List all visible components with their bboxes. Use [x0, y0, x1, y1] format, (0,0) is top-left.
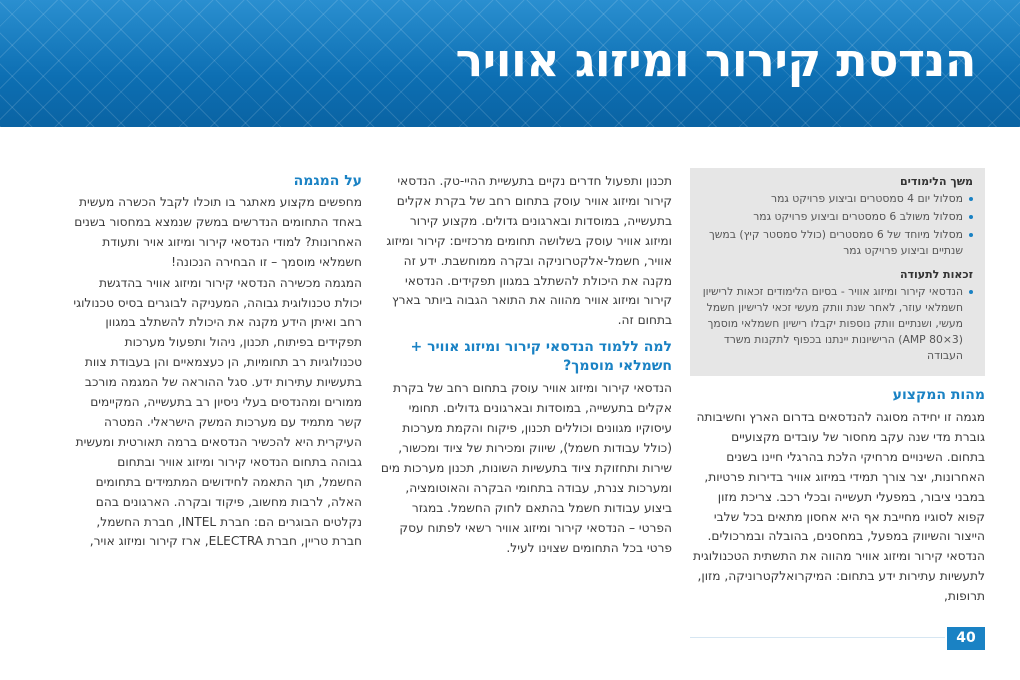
about-heading: על המגמה	[293, 173, 362, 189]
study-info-box	[690, 168, 985, 376]
left-column	[72, 172, 362, 552]
duration-list	[698, 191, 973, 259]
duration-item: מסלול משולב 6 סמסטרים וביצוע פרויקט גמר	[698, 209, 973, 225]
page-number: 40	[947, 627, 985, 650]
middle-column	[380, 172, 672, 558]
duration-item: מסלול מיוחד של 6 סמסטרים (כולל סמסטר קיץ) במשך שנתיים וביצוע פרויקט גמר	[698, 227, 973, 259]
why-study-text: הנדסאי קירור ומיזוג אוויר עוסק בתחום רחב של בקרת אקלים בתעשייה, במוסדות ובארגונים גדולים. תחומי עיסוקיו מגוונים וכוללים תכנון, פיקוח והקמת מערכות (כולל עבודות חשמל), שיווק ומכירות של ציוד ומכשור, שירות ותחזוקת ציוד בתעשיות השונות, תכנון מערכות מים ומערכות צנרת, עבודה בתחומי הבקרה והאוטומציה, ביצוע עבודות חשמל בהתאם לחוק החשמל. במגזר הפרטי – הנדסאי קירור ומיזוג אוויר רשאי לפתוח עסק פרטי בכל התחומים שצוינו לעיל.	[380, 381, 672, 555]
profession-heading: מהות המקצוע	[892, 387, 985, 403]
about-paragraph-1: מחפשים מקצוע מאתגר בו תוכלו לקבל הכשרה מעשית באחד התחומים הנדרשים במשק שנמצא במחסור בשנים האחרונות? למודי הנדסאי קירור ומיזוג אויר ותעודת חשמלאי מוסמך – זו הבחירה הנכונה!	[74, 195, 362, 269]
duration-title: משך הלימודים	[899, 175, 973, 188]
footer-rule	[690, 637, 945, 638]
about-paragraph-2: המגמה מכשירה הנדסאי קירור ומיזוג אוויר בהדגשת יכולת טכנולוגית גבוהה, המעניקה לבוגרים בסיס טכנולוגי רחב ואיתן הידע מקנה את היכולת להשתלב במגוון תפקידים בפיתוח, תכנון, ניהול ותפעול מערכות טכנולוגיות רב תחומיות, הן כעצמאיים והן בעבודת צוות בתעשיות עתירות ידע. סגל ההוראה של המגמה מורכב ממורים ומהנדסים בעלי ניסיון רב בתעשייה, המקיימים קשר מתמיד עם מערכות המשק הישראלי. המטרה העיקרית היא להכשיר הנדסאים ברמה תאורטית ומעשית גבוהה בתחום הנדסאי קירור ומיזוג אוויר ובתחום החשמל, תוך התאמה לחידושים המתמידים בתחומים האלה, לרבות מחשוב, פיקוד ובקרה. הארגונים בהם נקלטים הבוגרים הם: חברת INTEL, חברת החשמל, חברת טריין, חברת ELECTRA, ארז קירור ומיזוג אויר,	[73, 275, 362, 549]
right-column	[690, 168, 985, 607]
duration-item: מסלול יום 4 סמסטרים וביצוע פרויקט גמר	[698, 191, 973, 207]
why-study-heading: למה ללמוד הנדסאי קירור ומיזוג אוויר + חשמלאי מוסמך?	[410, 339, 672, 375]
page-title: הנדסת קירור ומיזוג אוויר	[455, 33, 976, 87]
certificate-title: זכאות לתעודה	[899, 268, 973, 281]
middle-intro-text: תכנון ותפעול חדרים נקיים בתעשיית ההיי-טק. הנדסאי קירור ומיזוג אוויר עוסק בתחום רחב של בקרת אקלים בתעשייה, במוסדות ובארגונים גדולים. מקצוע קירור ומיזוג אוויר עוסק בשלושה תחומים מרכזיים: קירור ומיזוג אוויר, חשמל-אלקטרוניקה ובקרה ממוחשבת. ידע זה מקנה את היכולת להשתלב במגוון תפקידים. הנדסאי קירור ומיזוג אוויר מהווה את התואר הגבוה ביותר בארץ בתחום זה.	[386, 174, 672, 328]
profession-text: מגמה זו יחידה מסוגה להנדסאים בדרום הארץ וחשיבותה גוברת מדי שנה עקב מחסור של עובדים מקצועיים בתחום. השינויים מרחיקי הלכת בהרגלי חיינו בשנים האחרונות, יצר צורך תמידי במיזוג אוויר בדירות פרטיות, במבני ציבור, במפעלי תעשייה ובכלי רכב. צריכת מזון קפוא לסוגיו מחייבת אף היא אחסון מתאים בכל שלבי הייצור והשיווק במפעל, במחסנים, בהובלה ובמרכולים. הנדסאי קירור ומיזוג אוויר מהווה את התשתית הטכנולוגית לתעשיות עתירות ידע בתחום: המיקרואלקטרוניקה, מזון, תרופות,	[693, 410, 985, 604]
certificate-list	[698, 284, 973, 364]
certificate-item: הנדסאי קירור ומיזוג אוויר - בסיום הלימודים זכאות לרישיון חשמלאי עוזר, לאחר שנת וותק מעשי זכאי לרישיון חשמל מעשי, ושנתיים וותק נוספות יקבלו רישיון חשמלאי מוסמך (AMP 80×3) הרישיונות יינתנו בכפוף לתקנות משרד העבודה	[698, 284, 973, 364]
header-banner	[0, 0, 1020, 127]
